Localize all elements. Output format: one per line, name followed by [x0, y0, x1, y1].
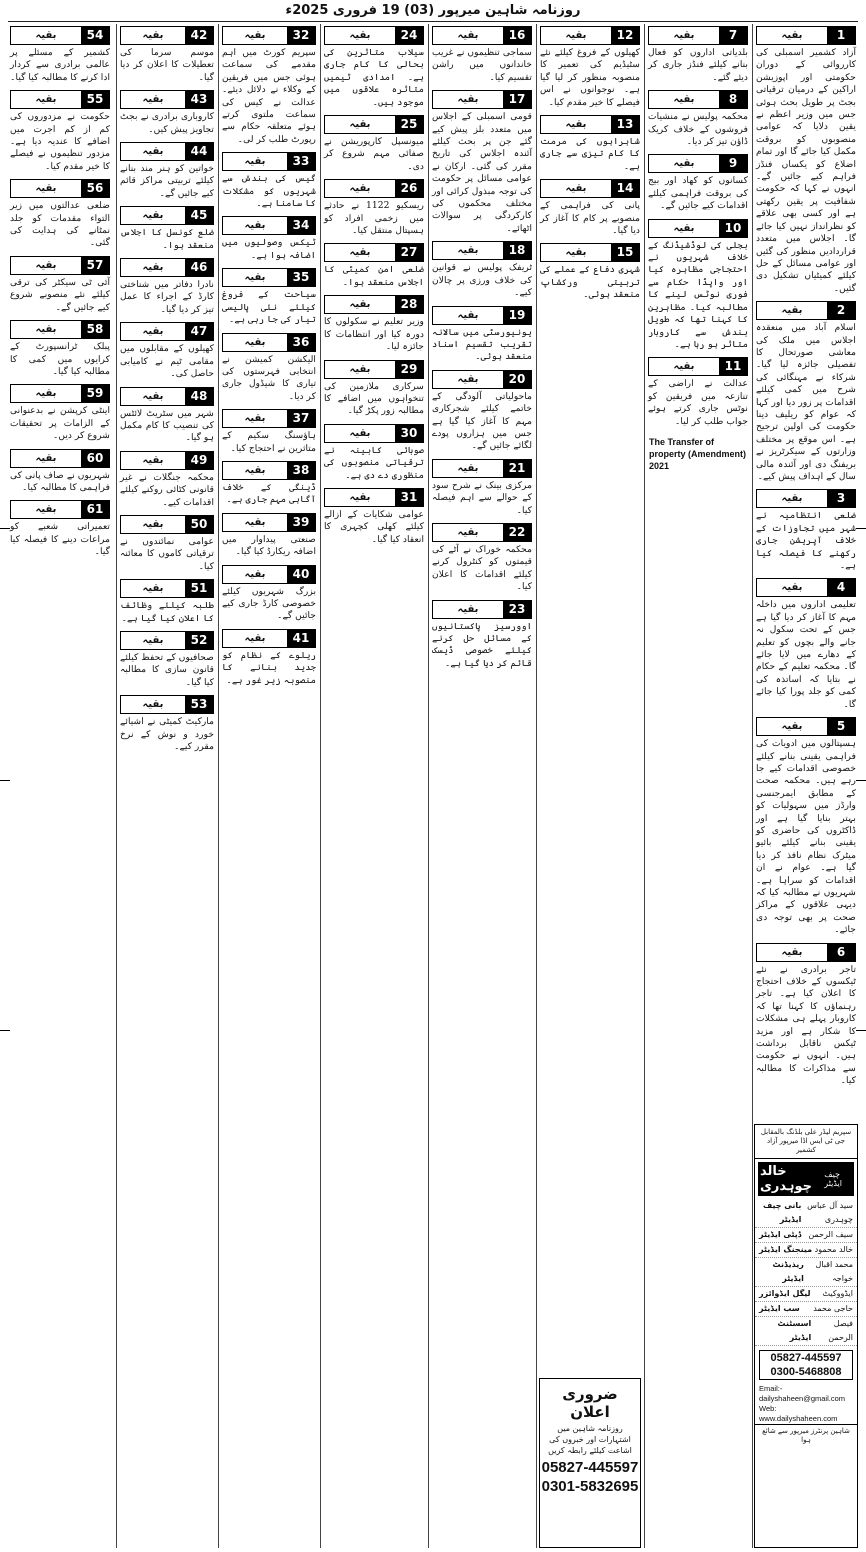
story-23: 23 بقیہ اوورسیز پاکستانیوں کے مسائل حل کرنے کیلئے خصوصی ڈیسک قائم کر دیا گیا ہے۔ — [432, 601, 532, 669]
story-46: 46 بقیہ نادرا دفاتر میں شناختی کارڈ کے اجراء کا عمل تیز کر دیا گیا۔ — [120, 260, 214, 315]
story-2: 2 بقیہ اسلام آباد میں منعقدہ اجلاس میں ملک کی معاشی صورتحال کا تفصیلی جائزہ لیا گیا۔ شرکاء نے مہنگائی کی شرح میں کمی کیلئے اقدامات پر زور دیا اور کہا کہ عوام کو ریلیف دینا حکومت کی اولین ترجیح ہے۔ اس موقع پر مختلف وزارتوں کے سیکرٹریز نے بریفنگ دی اور آئندہ مالی سال کے اہداف پیش کیے۔ — [756, 303, 856, 482]
story-48: 48 بقیہ شہر میں سٹریٹ لائٹس کی تنصیب کا کام مکمل ہو گیا۔ — [120, 388, 214, 444]
column-separator — [218, 24, 219, 1548]
column-separator — [644, 24, 645, 1548]
masthead-email[interactable]: Email:-dailyshaheen@gmail.com — [759, 1384, 845, 1403]
story-11: 11 بقیہ عدالت نے اراضی کے تنازعہ میں فریقین کو نوٹس جاری کرتے ہوئے جواب طلب کر لیا۔ — [648, 359, 748, 427]
column-5 — [322, 24, 426, 1548]
staff-row: مینجنگ ایڈیٹر خالد محمود — [755, 1243, 857, 1258]
column-separator — [428, 24, 429, 1548]
staff-row: لیگل ایڈوائزر ایڈووکیٹ — [755, 1287, 857, 1302]
story-19: 19 بقیہ یونیورسٹی میں سالانہ تقریب تقسیم اسناد منعقد ہوئی۔ — [432, 307, 532, 363]
story-59: 59 بقیہ اینٹی کرپشن نے بدعنوانی کے الزامات پر تحقیقات شروع کر دیں۔ — [10, 386, 110, 442]
masthead-website[interactable]: Web: www.dailyshaheen.com — [759, 1404, 838, 1423]
story-18: 18 بقیہ ٹریفک پولیس نے قوانین کی خلاف ورزی پر چالان کیے۔ — [432, 243, 532, 299]
english-snippet: The Transfer of property (Amendment) 2021 — [649, 436, 747, 471]
story-34: 34 بقیہ ٹیکس وصولیوں میں اضافہ ہوا ہے۔ — [222, 218, 316, 261]
column-separator — [752, 24, 753, 1548]
chief-editor: چیف ایڈیٹر خالد چوہدری — [758, 1162, 854, 1196]
story-39: 39 بقیہ صنعتی پیداوار میں اضافہ ریکارڈ کیا گیا۔ — [222, 514, 316, 558]
story-29: 29 بقیہ سرکاری ملازمین کی تنخواہوں میں اضافے کا مطالبہ زور پکڑ گیا۔ — [324, 361, 424, 417]
notice-phone[interactable]: 05827-445597 — [541, 1459, 639, 1476]
story-38: 38 بقیہ ڈینگی کے خلاف آگاہی مہم جاری ہے۔ — [222, 462, 316, 506]
story-28: 28 بقیہ وزیر تعلیم نے سکولوں کا دورہ کیا اور انتظامات کا جائزہ لیا۔ — [324, 297, 424, 353]
story-3: 3 بقیہ ضلعی انتظامیہ نے شہر میں تجاوزات کے خلاف آپریشن جاری رکھنے کا فیصلہ کیا ہے۔ — [756, 491, 856, 572]
staff-row: ڈپٹی ایڈیٹر سیف الرحمن — [755, 1228, 857, 1243]
story-31: 31 بقیہ عوامی شکایات کے ازالے کیلئے کھلی کچہری کا انعقاد کیا گیا۔ — [324, 489, 424, 545]
crop-mark — [0, 1030, 10, 1031]
story-26: 26 بقیہ ریسکیو 1122 نے حادثے میں زخمی افراد کو ہسپتال منتقل کیا۔ — [324, 181, 424, 237]
story-5: 5 بقیہ ہسپتالوں میں ادویات کی فراہمی یقینی بنانے کیلئے خصوصی اقدامات کیے جا رہے ہیں۔ محکمہ صحت کے مطابق ایمرجنسی وارڈز میں سہولیات کو بہتر بنایا گیا ہے اور ڈاکٹروں کی حاضری کو یقینی بنانے کیلئے بائیو میٹرک نظام نافذ کر دیا گیا ہے۔ عوام نے ان اقدامات کو سراہا ہے۔ شہریوں نے مطالبہ کیا کہ دیہی علاقوں کے مراکز صحت پر بھی توجہ دی جائے۔ — [756, 719, 856, 936]
story-4: 4 بقیہ تعلیمی اداروں میں داخلہ مہم کا آغاز کر دیا گیا ہے جس کے تحت سکول نہ جانے والے بچوں کو تعلیم کے دھارے میں لایا جائے گا۔ محکمہ تعلیم کے حکام نے بتایا کہ اساتذہ کی کمی کو جلد پورا کیا جائے گا۔ — [756, 580, 856, 710]
story-30: 30 بقیہ صوبائی کابینہ نے ترقیاتی منصوبوں کی منظوری دے دی ہے۔ — [324, 425, 424, 481]
story-61: 61 بقیہ تعمیراتی شعبے کو مراعات دینے کا فیصلہ کیا گیا۔ — [10, 502, 110, 558]
story-7: 7 بقیہ بلدیاتی اداروں کو فعال بنانے کیلئے فنڈز جاری کر دیئے گئے۔ — [648, 28, 748, 83]
story-10: 10 بقیہ بجلی کی لوڈشیڈنگ کے خلاف شہریوں نے احتجاجی مظاہرہ کیا اور واپڈا حکام سے فوری نوٹس لینے کا مطالبہ کیا۔ مظاہرین کا کہنا تھا کہ طویل بندش سے کاروبار متاثر ہو رہا ہے۔ — [648, 220, 748, 350]
column-separator — [116, 24, 117, 1548]
story-52: 52 بقیہ صحافیوں کے تحفظ کیلئے قانون سازی کا مطالبہ کیا گیا۔ — [120, 632, 214, 688]
story-50: 50 بقیہ عوامی نمائندوں نے ترقیاتی کاموں کا معائنہ کیا۔ — [120, 516, 214, 572]
story-51: 51 بقیہ طلبہ کیلئے وظائف کا اعلان کیا گیا ہے۔ — [120, 581, 214, 624]
story-36: 36 بقیہ الیکشن کمیشن نے انتخابی فہرستوں کی تیاری کا شیڈول جاری کر دیا۔ — [222, 334, 316, 402]
story-56: 56 بقیہ ضلعی عدالتوں میں زیر التواء مقدمات کو جلد نمٹانے کی ہدایت کی گئی۔ — [10, 181, 110, 249]
story-21: 21 بقیہ مرکزی بینک نے شرح سود کے حوالے سے اہم فیصلہ کیا۔ — [432, 460, 532, 516]
crop-mark — [856, 780, 866, 781]
story-16: 16 بقیہ سماجی تنظیموں نے غریب خاندانوں میں راشن تقسیم کیا۔ — [432, 28, 532, 83]
story-15: 15 بقیہ شہری دفاع کے عملے کی تربیتی ورکشاپ منعقد ہوئی۔ — [540, 245, 640, 301]
story-22: 22 بقیہ محکمہ خوراک نے آٹے کی قیمتوں کو کنٹرول کرنے کیلئے اقدامات کا اعلان کیا۔ — [432, 524, 532, 593]
column-2 — [646, 24, 750, 1548]
story-41: 41 بقیہ ریلوے کے نظام کو جدید بنانے کا منصوبہ زیر غور ہے۔ — [222, 630, 316, 686]
notice-title: ضروری اعلان — [562, 1385, 618, 1421]
story-58: 58 بقیہ پبلک ٹرانسپورٹ کے کرایوں میں کمی کا مطالبہ کیا گیا۔ — [10, 322, 110, 377]
column-separator — [320, 24, 321, 1548]
column-7 — [118, 24, 216, 1548]
column-3 — [538, 24, 642, 1548]
story-8: 8 بقیہ محکمہ پولیس نے منشیات فروشوں کے خلاف کریک ڈاؤن تیز کر دیا۔ — [648, 92, 748, 148]
story-24: 24 بقیہ سیلاب متاثرین کی بحالی کا کام جاری ہے۔ امدادی ٹیمیں متاثرہ علاقوں میں موجود ہیں۔ — [324, 28, 424, 108]
story-35: 35 بقیہ سیاحت کے فروغ کیلئے نئی پالیسی تیار کی جا رہی ہے۔ — [222, 270, 316, 326]
story-17: 17 بقیہ قومی اسمبلی کے اجلاس میں متعدد بلز پیش کیے گئے جن پر بحث کیلئے آئندہ اجلاس کی تاریخ مقرر کی گئی۔ ارکان نے عوامی مسائل پر حکومت کی توجہ مبذول کرائی اور مختلف محکموں کی کارکردگی پر سوالات اٹھائے۔ — [432, 92, 532, 234]
story-33: 33 بقیہ گیس کی بندش سے شہریوں کو مشکلات کا سامنا ہے۔ — [222, 154, 316, 210]
story-55: 55 بقیہ حکومت نے مزدوروں کی کم از کم اجرت میں اضافے کا عندیہ دیا ہے۔ مزدور تنظیموں نے فیصلے کا خیر مقدم کیا۔ — [10, 92, 110, 172]
story-25: 25 بقیہ میونسپل کارپوریشن نے صفائی مہم شروع کر دی۔ — [324, 117, 424, 172]
story-60: 60 بقیہ شہریوں نے صاف پانی کی فراہمی کا مطالبہ کیا۔ — [10, 450, 110, 493]
staff-row: ریذیڈنٹ ایڈیٹر محمد اقبال خواجہ — [755, 1258, 857, 1287]
story-12: 12 بقیہ کھیلوں کے فروغ کیلئے نئے سٹیڈیم کی تعمیر کا منصوبہ منظور کر لیا گیا ہے۔ نوجوانوں نے اس فیصلے کا خیر مقدم کیا۔ — [540, 28, 640, 108]
newspaper-page — [8, 24, 858, 1548]
column-8 — [8, 24, 112, 1548]
story-57: 57 بقیہ آئی ٹی سیکٹر کی ترقی کیلئے نئے منصوبے شروع کیے جائیں گے۔ — [10, 257, 110, 313]
masthead-printer: شاہین پرنٹرز میرپور سے شائع ہوا — [755, 1424, 857, 1447]
story-40: 40 بقیہ بزرگ شہریوں کیلئے خصوصی کارڈ جاری کیے جائیں گے۔ — [222, 566, 316, 622]
story-37: 37 بقیہ ہاؤسنگ سکیم کے متاثرین نے احتجاج کیا۔ — [222, 411, 316, 454]
story-1: 1 بقیہ آزاد کشمیر اسمبلی کی کارروائی کے دوران حکومتی اور اپوزیشن اراکین کے درمیان ترقیاتی بجٹ پر طویل بحث ہوئی جس میں وزیر اعظم نے یقین دلایا کہ عوامی منصوبوں کو بروقت مکمل کیا جائے گا اور تمام اضلاع کو یکساں فنڈز فراہم کیے جائیں گے۔ انہوں نے کہا کہ حکومت شفافیت پر یقین رکھتی ہے اور کسی بھی علاقے کو نظرانداز نہیں کیا جائے گا۔ اجلاس میں متعدد قراردادیں منظور کی گئیں اور عوامی مسائل کے حل کیلئے کمیٹیاں تشکیل دی گئیں۔ — [756, 28, 856, 294]
staff-row: بانی چیف ایڈیٹر سید آل عباس چوہدری — [755, 1199, 857, 1228]
staff-row: اسسٹنٹ ایڈیٹر فیصل الرحمن — [755, 1317, 857, 1346]
masthead-box — [754, 1124, 858, 1548]
story-27: 27 بقیہ ضلعی امن کمیٹی کا اجلاس منعقد ہوا۔ — [324, 245, 424, 288]
story-9: 9 بقیہ کسانوں کو کھاد اور بیج کی بروقت فراہمی کیلئے اقدامات کیے جائیں گے۔ — [648, 156, 748, 212]
story-42: 42 بقیہ موسم سرما کی تعطیلات کا اعلان کر دیا گیا۔ — [120, 28, 214, 83]
story-6: 6 بقیہ تاجر برادری نے نئے ٹیکسوں کے خلاف احتجاج کا اعلان کیا ہے۔ تاجر رہنماؤں کا کہنا تھا کہ کاروبار پہلے ہی مشکلات کا شکار ہے اور مزید ٹیکس ناقابل برداشت ہیں۔ انہوں نے حکومت سے مذاکرات کا مطالبہ کیا۔ — [756, 944, 856, 1087]
newspaper-date-header: روزنامہ شاہین میرپور (03) 19 فروری 2025ء — [285, 3, 581, 18]
story-20: 20 بقیہ ماحولیاتی آلودگی کے خاتمے کیلئے شجرکاری مہم کا آغاز کیا گیا ہے جس میں ہزاروں پودے لگائے جائیں گے۔ — [432, 371, 532, 452]
story-45: 45 بقیہ ضلع کونسل کا اجلاس منعقد ہوا۔ — [120, 208, 214, 251]
column-1 — [754, 24, 858, 1548]
story-32: 32 بقیہ سپریم کورٹ میں اہم مقدمے کی سماعت ہوئی جس میں فریقین کے وکلاء نے دلائل دیئے۔ عدالت نے کیس کی سماعت ملتوی کرتے ہوئے متعلقہ حکام سے رپورٹ طلب کر لی۔ — [222, 28, 316, 145]
story-43: 43 بقیہ کاروباری برادری نے بجٹ تجاویز پیش کیں۔ — [120, 92, 214, 135]
important-notice — [539, 1378, 641, 1548]
column-4 — [430, 24, 534, 1548]
column-6 — [220, 24, 318, 1548]
crop-mark — [0, 780, 10, 781]
staff-row: سب ایڈیٹر حاجی محمد — [755, 1302, 857, 1317]
header-rule — [8, 21, 858, 22]
column-separator — [536, 24, 537, 1548]
story-13: 13 بقیہ شاہراہوں کی مرمت کا کام تیزی سے جاری ہے۔ — [540, 117, 640, 172]
story-53: 53 بقیہ مارکیٹ کمیٹی نے اشیائے خورد و نوش کے نرخ مقرر کیے۔ — [120, 697, 214, 752]
story-44: 44 بقیہ خواتین کو ہنر مند بنانے کیلئے تربیتی مراکز قائم کیے جائیں گے۔ — [120, 144, 214, 199]
notice-phone[interactable]: 0301-5832695 — [541, 1478, 639, 1495]
notice-body: روزنامہ شاہین میں اشتہارات اور خبروں کی اشاعت کیلئے رابطہ کریں — [548, 1424, 632, 1455]
story-47: 47 بقیہ کھیلوں کے مقابلوں میں مقامی ٹیم نے کامیابی حاصل کی۔ — [120, 324, 214, 380]
masthead-address: سپریم لیڈر علی بلڈنگ بالمقابل جی ٹی ایس اڈا میرپور آزاد کشمیر — [755, 1125, 857, 1159]
masthead-phones: 05827-445597 0300-5468808 — [759, 1350, 853, 1380]
story-49: 49 بقیہ محکمہ جنگلات نے غیر قانونی کٹائی روکنے کیلئے اقدامات کیے۔ — [120, 452, 214, 508]
crop-mark — [856, 1030, 866, 1031]
crop-mark — [0, 528, 10, 529]
story-14: 14 بقیہ پانی کی فراہمی کے منصوبے پر کام کا آغاز کر دیا گیا۔ — [540, 181, 640, 237]
story-54: 54 بقیہ کشمیر کے مسئلے پر عالمی برادری سے کردار ادا کرنے کا مطالبہ کیا گیا۔ — [10, 28, 110, 83]
crop-mark — [856, 528, 866, 529]
